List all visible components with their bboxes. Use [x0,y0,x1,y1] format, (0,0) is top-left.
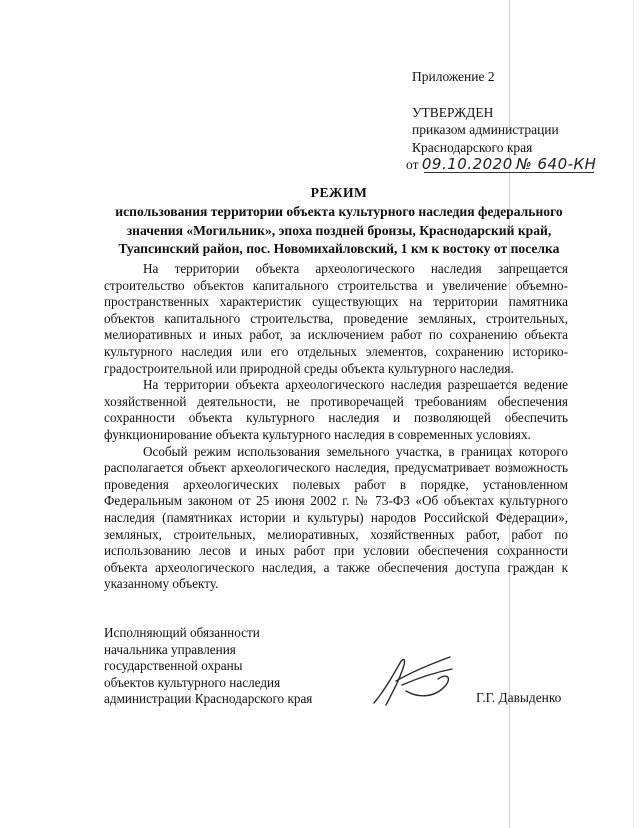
signatory-position [104,625,344,708]
position-line: администрации Краснодарского края [104,691,313,707]
handwritten-signature [366,651,458,711]
position-line: Исполняющий обязанности [104,625,260,640]
title-line: использования территории объекта культурного наследия федерального [115,204,563,220]
handwritten-number: № 640-КН [516,155,597,174]
document-body [104,261,568,593]
approval-stamp-block [401,68,636,174]
position-line: государственной охраны [104,658,243,674]
approval-date-line [406,156,636,174]
handwritten-date: 09.10.2020 [421,155,513,174]
position-line: объектов культурного наследия [104,674,281,690]
paragraph-special-regime: Особый режим использования земельного участка, в границах которого располагается объект археологического наследия, предусматривает возможность проведения археологических полевых работ в порядке, установленном Федеральным законом от 25 июня 2002 г. № 73-ФЗ «Об объектах культурного наследия (памятниках истории и культуры) народов Российской Федерации», земляных, строительных, мелиоративных, хозяйственных работ, работ по использованию лесов и иных работ при условии обеспечения сохранности объекта археологического наследия, а также обеспечения доступа граждан к указанному объекту. [104,443,568,592]
document-title [98,184,580,259]
appendix-label: Приложение 2 [412,69,495,84]
title-heading: РЕЖИМ [310,185,368,200]
approval-region-line: Краснодарского края [412,139,533,155]
approval-order-line: приказом администрации [412,122,559,138]
signatory-name: Г.Г. Давыденко [476,690,562,705]
date-prefix: от [406,157,419,173]
title-line: значения «Могильник», эпоха поздней бронзы, Краснодарский край, [126,222,552,238]
approved-label: УТВЕРЖДЕН [412,104,494,120]
position-line: начальника управления [104,641,236,657]
paragraph-prohibitions: На территории объекта археологического наследия запрещается строительство объектов капитального строительства и увеличение объемно-пространственных характеристик существующих на территории памятника объектов капитального строительства, проведение земляных, строительных, мелиоративных и иных работ, за исключением работ по сохранению объекта культурного наследия или его отдельных элементов, сохранению историко-градостроительной или природной среды объекта культурного наследия. [104,261,568,376]
title-line: Туапсинский район, пос. Новомихайловский, 1 км к востоку от поселка [118,241,560,257]
paragraph-permissions: На территории объекта археологического наследия разрешается ведение хозяйственной деятельности, не противоречащей требованиям обеспечения сохранности объекта культурного наследия и позволяющей обеспечить функционирование объекта культурного наследия в современных условиях. [104,377,568,442]
date-underline [424,172,594,173]
